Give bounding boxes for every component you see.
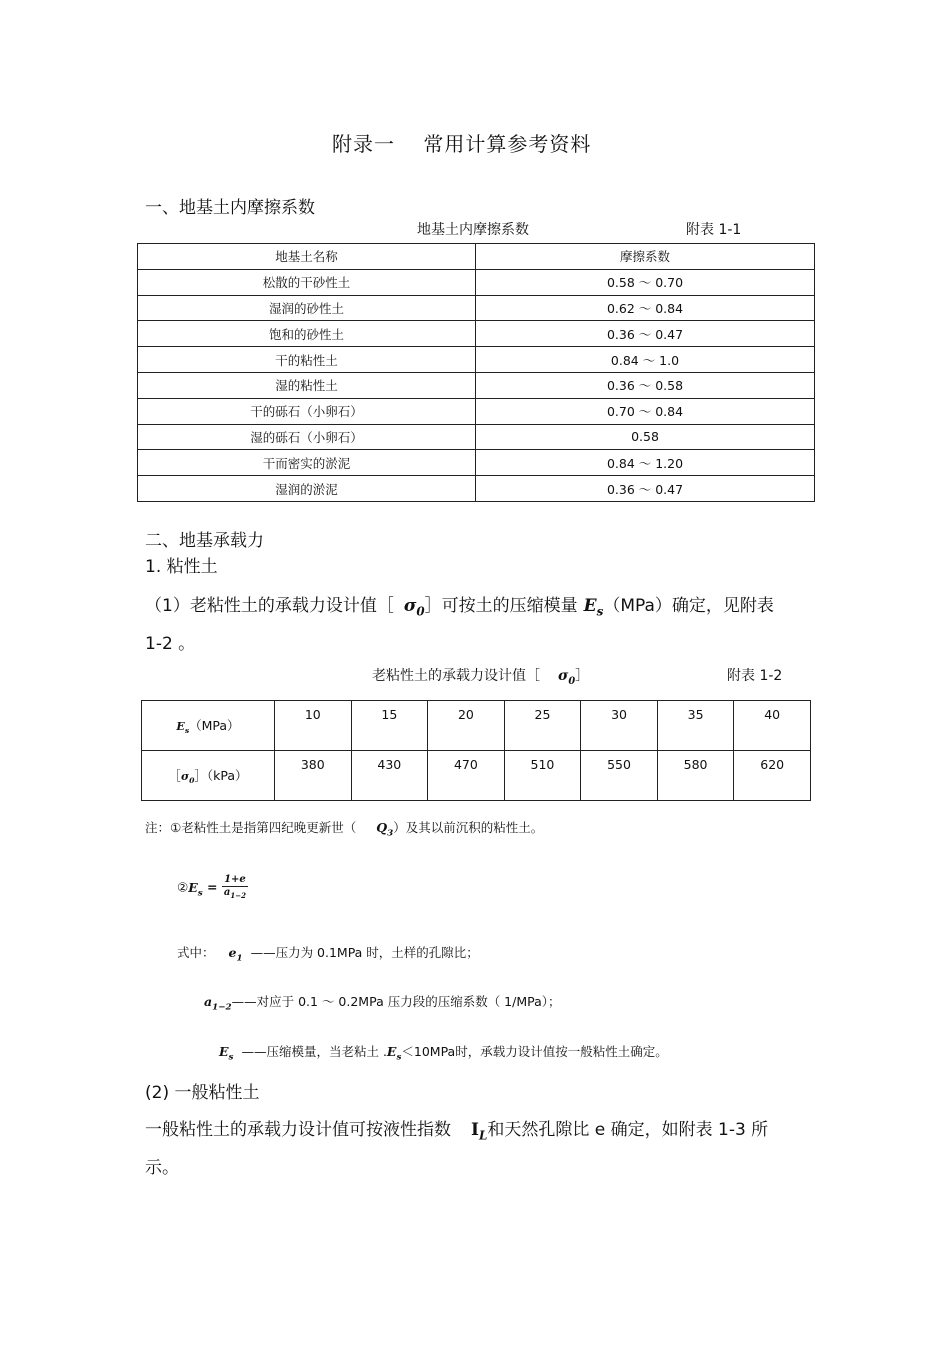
table-row-sigma: [142, 751, 811, 801]
where-e1: 式中： $e_1$ ——压力为 0.1MPa 时，土样的孔隙比；: [177, 945, 479, 964]
section2-heading: 二、地基承载力: [145, 531, 264, 551]
where-a12: $a_{1-2}——$对应于 0.1 ～ 0.2MPa 压力段的压缩系数（ 1/MPa）；: [204, 994, 561, 1013]
table-cell: 15: [351, 701, 428, 751]
table-cell: 湿润的淤泥: [138, 476, 476, 502]
table-header-row: [138, 244, 815, 270]
table-cell: 0.84 ～ 1.20: [476, 450, 815, 476]
note-1: 注：①老粘性土是指第四纪晚更新世（ $Q_3$）及其以前沉积的粘性土。: [145, 820, 544, 839]
table-row: [138, 321, 815, 347]
table-row: [138, 398, 815, 424]
table-cell: 饱和的砂性土: [138, 321, 476, 347]
friction-table: [137, 243, 815, 502]
es-symbol: $E_s$: [583, 596, 604, 619]
paragraph-old-clay-cont: 1-2 。: [145, 634, 196, 654]
where-es: $E_s$ ——压缩模量，当老粘土 $.E_s<10MPa$时，承载力设计值按一般粘性土确定。: [219, 1044, 668, 1063]
table-row-es: [142, 701, 811, 751]
paragraph-general-clay: 一般粘性土的承载力设计值可按液性指数 $I_L$和天然孔隙比 e 确定，如附表 1-3 所: [145, 1120, 769, 1143]
table-cell: 35: [657, 701, 734, 751]
il-symbol: $I_L$: [471, 1120, 488, 1143]
table-row: [138, 347, 815, 373]
table-cell: 湿的粘性土: [138, 372, 476, 398]
es-symbol: $E_s$: [219, 1044, 234, 1063]
table-row: [138, 424, 815, 450]
table-cell: 430: [351, 751, 428, 801]
es-formula-fraction: $\frac{1+e}{a_{1-2}}$: [223, 874, 246, 900]
subsection-general-clay: (2) 一般粘性土: [145, 1083, 260, 1103]
table-cell: 30: [581, 701, 658, 751]
table-row: [138, 450, 815, 476]
section1-heading: 一、地基土内摩擦系数: [145, 198, 315, 218]
table-cell: 干而密实的淤泥: [138, 450, 476, 476]
sigma0-symbol: $\sigma_0$: [180, 769, 195, 786]
table-header-cell: 地基土名称: [138, 244, 476, 270]
table2-caption-ref: 附表 1-2: [727, 668, 783, 684]
table-cell: 550: [581, 751, 658, 801]
a12-symbol: $a_{1-2}$: [204, 994, 232, 1013]
table-cell: 510: [504, 751, 581, 801]
note-2-formula: $②E_s$ = $\frac{1+e}{a_{1-2}}$: [177, 874, 246, 900]
table-row: [138, 295, 815, 321]
table-row: [138, 476, 815, 502]
table-cell: 0.36 ～ 0.47: [476, 476, 815, 502]
paragraph-old-clay: [145, 591, 774, 618]
table1-caption: 地基土内摩擦系数: [417, 222, 529, 238]
table-row: [138, 372, 815, 398]
table-cell: 25: [504, 701, 581, 751]
table1-caption-ref: 附表 1-1: [686, 222, 742, 238]
table-cell: 470: [428, 751, 505, 801]
table-cell: 松散的干砂性土: [138, 269, 476, 295]
para-text: （MPa）确定，见附表: [603, 596, 774, 616]
table-cell: 10: [275, 701, 352, 751]
es-symbol: $E_s$: [176, 719, 190, 736]
es-symbol: $E_s$: [188, 879, 203, 898]
table-cell: 0.36 ～ 0.47: [476, 321, 815, 347]
row-label-es: $E_s(MPa)$: [142, 701, 275, 751]
table-row: [138, 269, 815, 295]
table-cell: 0.70 ～ 0.84: [476, 398, 815, 424]
table-header-cell: 摩擦系数: [476, 244, 815, 270]
table-cell: 湿润的砂性土: [138, 295, 476, 321]
table-cell: 0.58 ～ 0.70: [476, 269, 815, 295]
table-cell: 湿的砾石（小卵石）: [138, 424, 476, 450]
table-cell: 0.58: [476, 424, 815, 450]
para-text: ］可按土的压缩模量: [424, 596, 578, 616]
table-cell: 40: [734, 701, 811, 751]
table-cell: 干的粘性土: [138, 347, 476, 373]
es-symbol: $E_s$: [386, 1044, 402, 1063]
table-cell: 0.36 ～ 0.58: [476, 372, 815, 398]
e1-symbol: $e_1$: [228, 945, 243, 964]
paragraph-general-clay-cont: 示。: [145, 1158, 179, 1178]
para-text: （1）老粘性土的承载力设计值［: [145, 596, 394, 616]
table-cell: 20: [428, 701, 505, 751]
table-cell: 0.62 ～ 0.84: [476, 295, 815, 321]
subsection-clay: 1. 粘性土: [145, 557, 218, 577]
page-title: 附录一 常用计算参考资料: [332, 132, 592, 156]
sigma0-symbol: $\sigma_0$: [558, 668, 576, 687]
bearing-capacity-table: [141, 700, 811, 801]
table-cell: 380: [275, 751, 352, 801]
table-cell: 0.84 ～ 1.0: [476, 347, 815, 373]
q3-symbol: $Q_3$: [376, 820, 394, 839]
table-cell: 580: [657, 751, 734, 801]
table-cell: 620: [734, 751, 811, 801]
sigma0-symbol: $\sigma_0$: [403, 596, 425, 619]
table2-caption: 老粘性土的承载力设计值［ $\sigma_0]$: [372, 668, 590, 687]
row-label-sigma: $[\sigma_0](kPa)$: [142, 751, 275, 801]
table-cell: 干的砾石（小卵石）: [138, 398, 476, 424]
